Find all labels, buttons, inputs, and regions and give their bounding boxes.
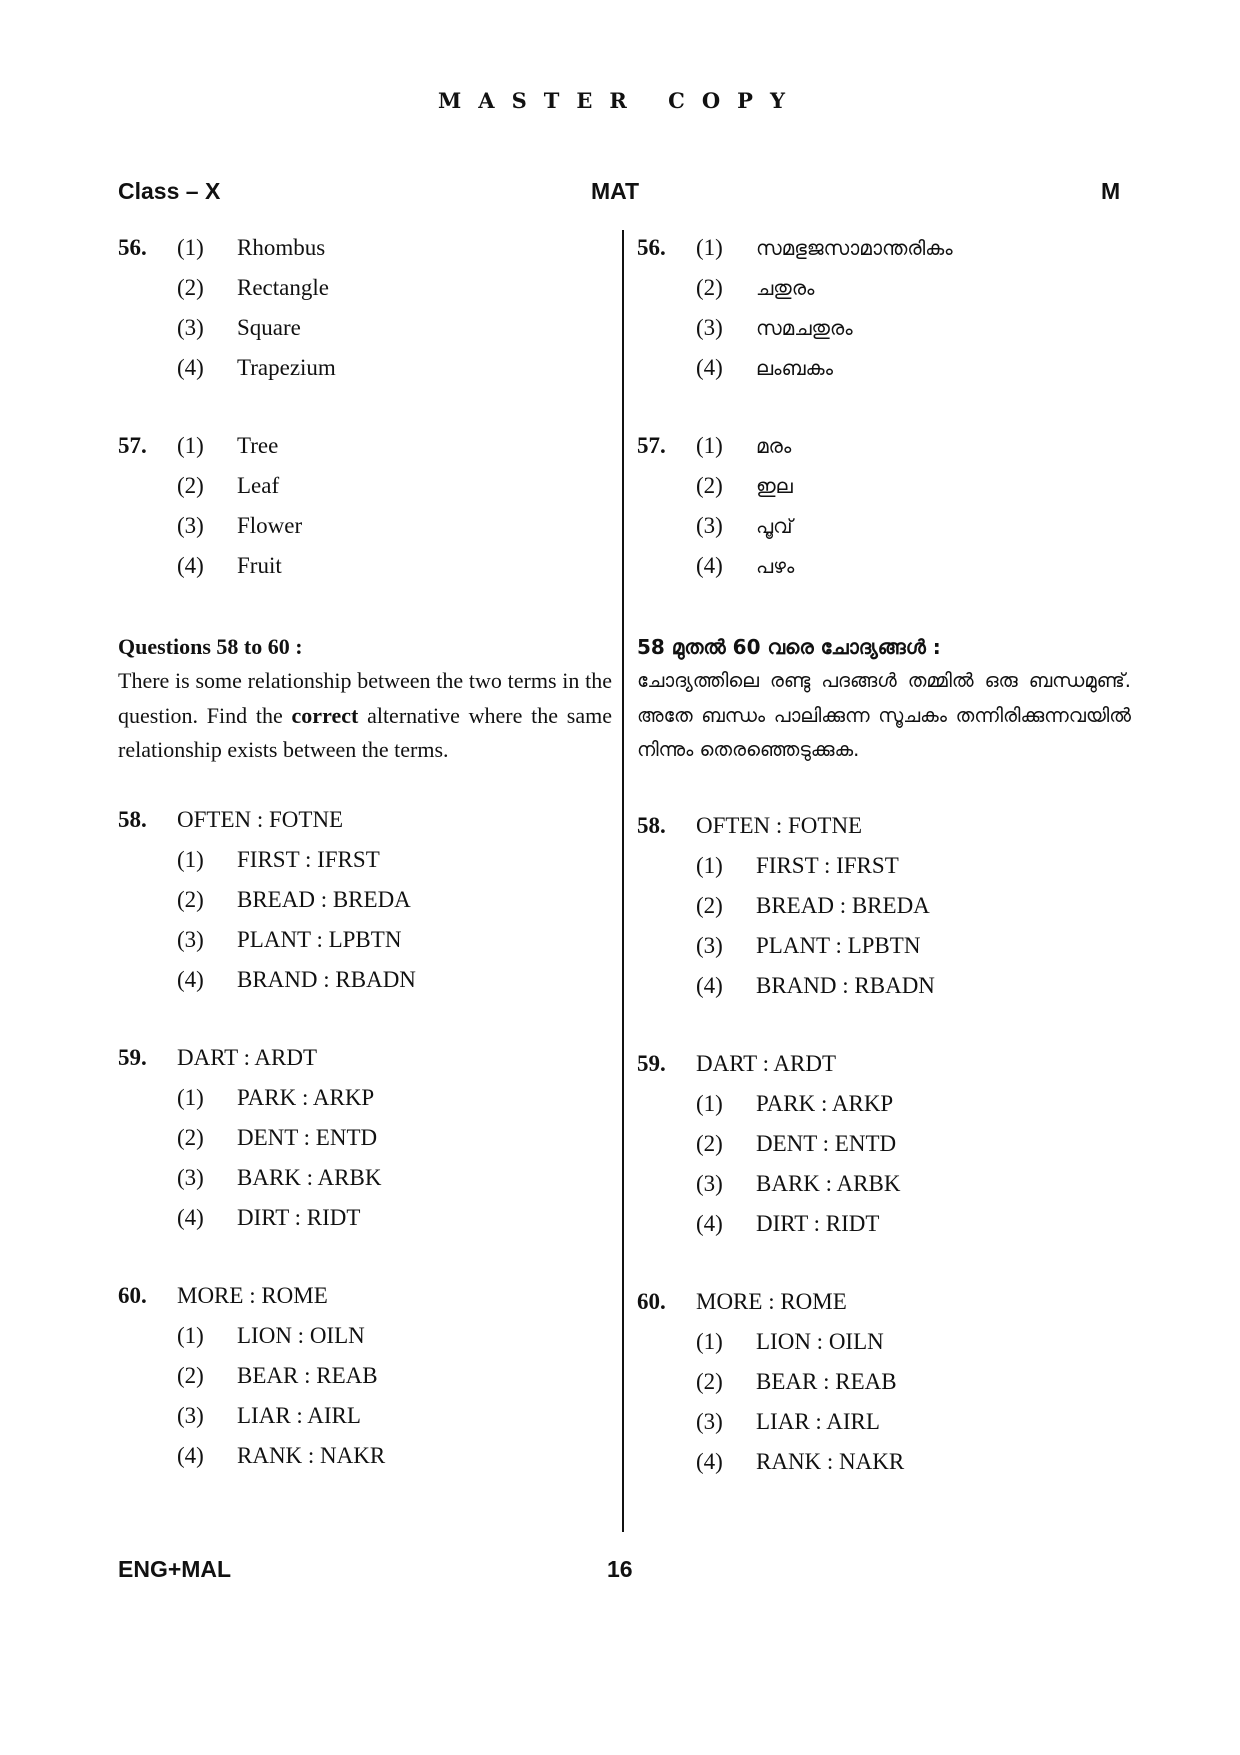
option-text: BEAR : REAB	[237, 1362, 378, 1388]
section-block	[118, 630, 612, 768]
section-title: Questions 58 to 60 :	[118, 634, 303, 659]
option-number: (1)	[177, 235, 204, 260]
option-text: BRAND : RBADN	[756, 972, 935, 998]
question-number: 59.	[637, 1050, 666, 1076]
option-number: (2)	[177, 275, 204, 300]
option-number: (3)	[696, 1170, 723, 1196]
option	[637, 1204, 1131, 1244]
option	[637, 1322, 1131, 1362]
option	[637, 1402, 1131, 1442]
option	[637, 926, 1131, 966]
option-number: (2)	[696, 892, 723, 918]
option	[637, 268, 1131, 308]
option-text: BARK : ARBK	[756, 1170, 901, 1196]
section-title: 58 മുതൽ 60 വരെ ചോദ്യങ്ങൾ :	[637, 635, 941, 659]
instructions: ചോദ്യത്തിലെ രണ്ടു പദങ്ങൾ തമ്മിൽ ഒരു ബന്ധമുണ്ട്. അതേ ബന്ധം പാലിക്കുന്ന സൂചകം തന്നിരിക്കുന്നവയിൽ നിന്നും തെരഞ്ഞെടുക്കുക.	[637, 669, 1131, 761]
option-text: FIRST : IFRST	[237, 846, 380, 872]
question-59-ml	[637, 1044, 1131, 1244]
question-number: 57.	[118, 433, 147, 458]
option	[118, 308, 612, 348]
question-number: 58.	[118, 806, 147, 832]
option-text: BEAR : REAB	[756, 1368, 897, 1394]
question-60	[118, 1276, 612, 1476]
option-text: DIRT : RIDT	[756, 1210, 880, 1236]
option	[637, 348, 1131, 388]
option	[637, 966, 1131, 1006]
option	[118, 1316, 612, 1356]
option-text: ചതുരം	[756, 276, 815, 300]
option-number: (3)	[177, 513, 204, 538]
question-number: 56.	[118, 235, 147, 260]
option-text: Square	[237, 315, 301, 340]
option	[118, 1356, 612, 1396]
option	[637, 546, 1131, 586]
option-text: PARK : ARKP	[237, 1084, 375, 1110]
option-number: (1)	[696, 433, 723, 458]
option-text: Tree	[237, 433, 279, 458]
paper-code: ENG+MAL	[118, 1556, 232, 1582]
option	[118, 506, 612, 546]
page-number: 16	[607, 1556, 633, 1582]
option-number: (2)	[696, 1130, 723, 1156]
option	[637, 846, 1131, 886]
question-58-ml	[637, 806, 1131, 1006]
question-stem: DART : ARDT	[696, 1050, 837, 1076]
option-text: പഴം	[756, 554, 795, 578]
option	[118, 920, 612, 960]
option-text: RANK : NAKR	[756, 1448, 905, 1474]
option	[118, 546, 612, 586]
option-number: (1)	[177, 1322, 204, 1348]
version-label: M	[1101, 178, 1121, 204]
question-60-ml	[637, 1282, 1131, 1482]
option	[118, 268, 612, 308]
question-number: 57.	[637, 433, 666, 458]
question-56	[118, 228, 612, 388]
option-text: BRAND : RBADN	[237, 966, 416, 992]
option	[637, 1124, 1131, 1164]
question-58	[118, 800, 612, 1000]
question-number: 58.	[637, 812, 666, 838]
master-copy-title: MASTER COPY	[438, 88, 802, 113]
option-number: (4)	[696, 355, 723, 380]
option-number: (1)	[696, 852, 723, 878]
option-number: (4)	[177, 355, 204, 380]
option	[118, 840, 612, 880]
option-text: RANK : NAKR	[237, 1442, 386, 1468]
option-text: LION : OILN	[237, 1322, 365, 1348]
option	[637, 1084, 1131, 1124]
option-number: (2)	[696, 1368, 723, 1394]
option-number: (3)	[696, 1408, 723, 1434]
option-number: (1)	[696, 1090, 723, 1116]
option-number: (1)	[696, 235, 723, 260]
question-59	[118, 1038, 612, 1238]
english-column	[118, 228, 612, 1476]
option-text: PARK : ARKP	[756, 1090, 894, 1116]
section-block-ml	[637, 630, 1131, 768]
option-text: പൂവ്	[756, 514, 793, 538]
option	[637, 1442, 1131, 1482]
option-number: (4)	[177, 553, 204, 578]
option-text: LIAR : AIRL	[756, 1408, 880, 1434]
option-number: (4)	[696, 553, 723, 578]
option	[118, 1436, 612, 1476]
question-56-ml	[637, 228, 1131, 388]
question-stem: DART : ARDT	[177, 1044, 318, 1070]
instructions-part: There is some relationship between the two terms in the question. Find the	[118, 668, 612, 728]
option-number: (2)	[177, 1362, 204, 1388]
option	[118, 960, 612, 1000]
option-number: (3)	[696, 513, 723, 538]
option-number: (1)	[177, 1084, 204, 1110]
question-57	[118, 426, 612, 586]
option	[637, 466, 1131, 506]
option-text: Leaf	[237, 473, 280, 498]
option-text: DENT : ENTD	[237, 1124, 378, 1150]
question-57-ml	[637, 426, 1131, 586]
question-stem: MORE : ROME	[696, 1288, 847, 1314]
instructions	[118, 664, 612, 768]
option-number: (2)	[177, 886, 204, 912]
option	[118, 348, 612, 388]
option-number: (2)	[177, 1124, 204, 1150]
option-number: (4)	[696, 1210, 723, 1236]
question-number: 56.	[637, 235, 666, 260]
option	[637, 1164, 1131, 1204]
subject-label: MAT	[591, 178, 640, 204]
option-number: (4)	[177, 1442, 204, 1468]
option-text: Rhombus	[237, 235, 326, 260]
option-number: (4)	[696, 1448, 723, 1474]
option-number: (3)	[177, 1402, 204, 1428]
option	[118, 1078, 612, 1118]
option-number: (1)	[177, 846, 204, 872]
option-text: ലംബകം	[756, 356, 833, 380]
option-number: (1)	[696, 1328, 723, 1354]
column-divider	[622, 230, 624, 1532]
option-text: DIRT : RIDT	[237, 1204, 361, 1230]
option	[118, 880, 612, 920]
option-text: Fruit	[237, 553, 282, 578]
malayalam-column	[637, 228, 1131, 1482]
option	[637, 886, 1131, 926]
question-stem: OFTEN : FOTNE	[696, 812, 863, 838]
instructions-part: alternative where the same relationship exists between the terms.	[118, 702, 612, 762]
option-number: (3)	[177, 926, 204, 952]
option-text: DENT : ENTD	[756, 1130, 897, 1156]
question-number: 60.	[637, 1288, 666, 1314]
option	[637, 1362, 1131, 1402]
option	[118, 466, 612, 506]
option-text: Rectangle	[237, 275, 329, 300]
option-text: BREAD : BREDA	[756, 892, 930, 918]
option	[118, 1396, 612, 1436]
option-text: FIRST : IFRST	[756, 852, 899, 878]
option	[637, 506, 1131, 546]
question-number: 59.	[118, 1044, 147, 1070]
option-text: Flower	[237, 513, 303, 538]
option-number: (3)	[696, 315, 723, 340]
option-text: BARK : ARBK	[237, 1164, 382, 1190]
option-text: LION : OILN	[756, 1328, 884, 1354]
option-number: (3)	[696, 932, 723, 958]
option-number: (2)	[696, 275, 723, 300]
option-number: (4)	[177, 1204, 204, 1230]
question-stem: OFTEN : FOTNE	[177, 806, 344, 832]
option-number: (4)	[696, 972, 723, 998]
option-text: PLANT : LPBTN	[756, 932, 921, 958]
option-number: (1)	[177, 433, 204, 458]
option-text: BREAD : BREDA	[237, 886, 411, 912]
question-stem: MORE : ROME	[177, 1282, 328, 1308]
option-number: (3)	[177, 1164, 204, 1190]
option	[118, 1118, 612, 1158]
instructions-bold: correct	[291, 702, 359, 728]
option-text: മരം	[756, 434, 792, 458]
option	[118, 1198, 612, 1238]
option-text: ഇല	[756, 474, 793, 498]
option-text: സമഭുജസാമാന്തരികം	[756, 236, 953, 260]
option-text: LIAR : AIRL	[237, 1402, 361, 1428]
option-text: സമചതുരം	[756, 316, 853, 340]
class-label: Class – X	[118, 178, 221, 204]
option-number: (2)	[177, 473, 204, 498]
option-text: PLANT : LPBTN	[237, 926, 402, 952]
option-number: (4)	[177, 966, 204, 992]
option	[637, 308, 1131, 348]
option-number: (2)	[696, 473, 723, 498]
option-text: Trapezium	[237, 355, 336, 380]
option	[118, 1158, 612, 1198]
question-number: 60.	[118, 1282, 147, 1308]
option-number: (3)	[177, 315, 204, 340]
